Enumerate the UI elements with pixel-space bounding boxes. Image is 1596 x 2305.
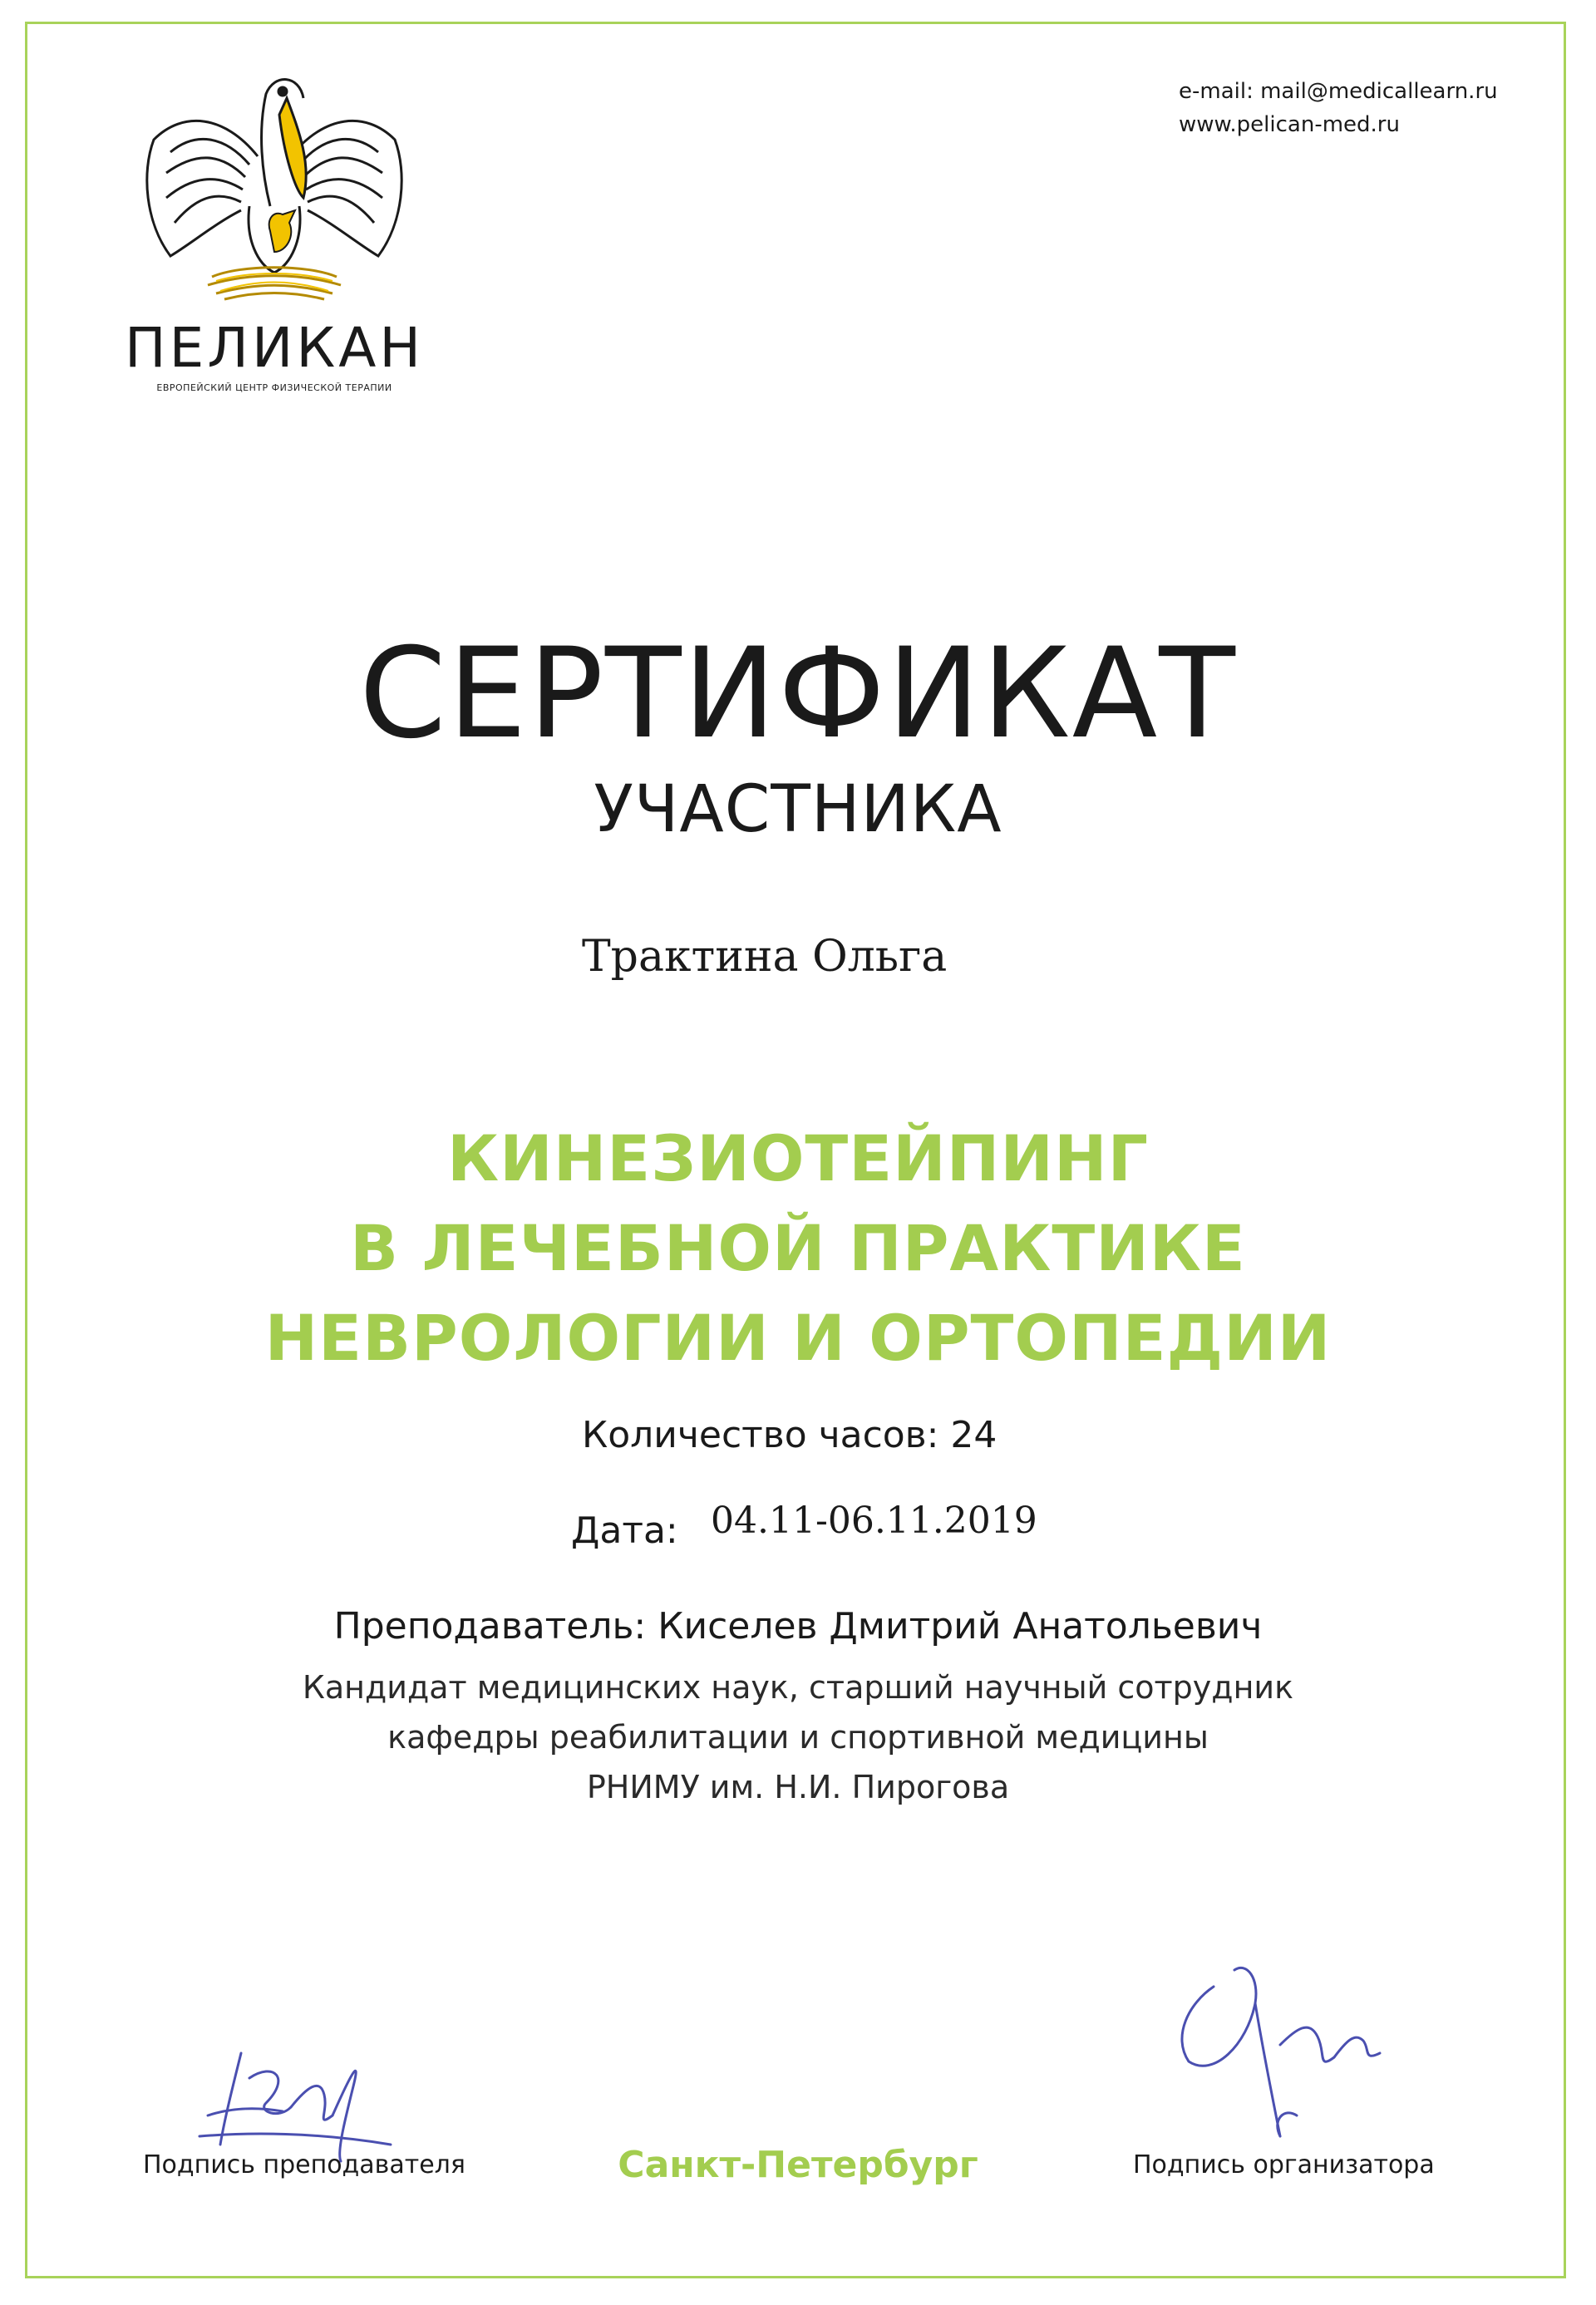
recipient-name: Трактина Ольга xyxy=(582,932,948,982)
city: Санкт-Петербург xyxy=(618,2144,978,2186)
date-value: 04.11-06.11.2019 xyxy=(711,1500,1037,1542)
certificate-subtitle: УЧАСТНИКА xyxy=(594,772,1002,847)
logo-name: ПЕЛИКАН xyxy=(125,316,424,380)
course-title-line: НЕВРОЛОГИИ И ОРТОПЕДИИ xyxy=(264,1301,1332,1375)
teacher-description xyxy=(0,1662,1596,1812)
pelican-logo xyxy=(125,65,424,397)
teacher-description-line: кафедры реабилитации и спортивной медицины xyxy=(387,1719,1209,1756)
contact-website: www.pelican-med.ru xyxy=(1179,112,1400,137)
contacts xyxy=(1179,75,1498,141)
teacher-description-line: РНИМУ им. Н.И. Пирогова xyxy=(586,1769,1010,1805)
course-title-line: КИНЕЗИОТЕЙПИНГ xyxy=(446,1121,1150,1195)
pelican-emblem-icon xyxy=(133,65,416,314)
logo-subtitle: ЕВРОПЕЙСКИЙ ЦЕНТР ФИЗИЧЕСКОЙ ТЕРАПИИ xyxy=(156,382,392,393)
organizer-signature-icon xyxy=(1155,1937,1430,2153)
organizer-signature-label: Подпись организатора xyxy=(1133,2150,1435,2179)
course-title-line: В ЛЕЧЕБНОЙ ПРАКТИКЕ xyxy=(350,1211,1246,1285)
teacher-signature-label: Подпись преподавателя xyxy=(143,2150,466,2179)
teacher-name: Преподаватель: Киселев Дмитрий Анатольевич xyxy=(333,1605,1263,1647)
certificate-title: СЕРТИФИКАТ xyxy=(359,622,1237,766)
contact-email: e-mail: mail@medicallearn.ru xyxy=(1179,79,1498,104)
course-title xyxy=(0,1114,1596,1383)
course-hours: Количество часов: 24 xyxy=(582,1414,998,1456)
teacher-description-line: Кандидат медицинских наук, старший научный сотрудник xyxy=(302,1669,1294,1706)
date-label: Дата: xyxy=(571,1510,678,1552)
